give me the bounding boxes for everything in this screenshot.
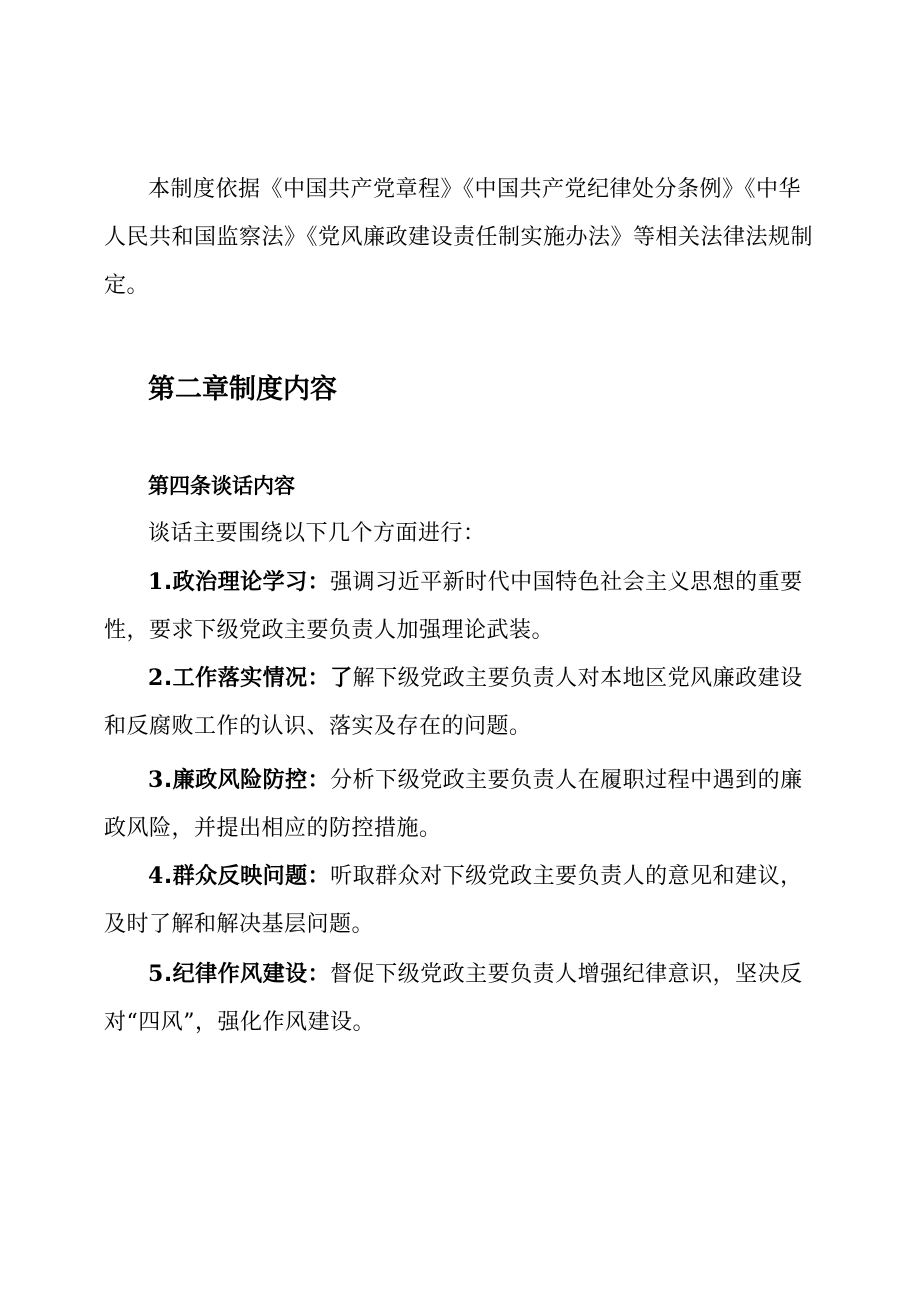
item-number: 5 [148,961,164,987]
item-heading: .纪律作风建设： [163,962,331,987]
basis-paragraph: 本制度依据《中国共产党章程》《中国共产党纪律处分条例》《中华人民共和国监察法》《党风廉政建设责任制实施办法》等相关法律法规制定。 [104,177,814,298]
list-item [104,852,816,949]
article-intro: 谈话主要围绕以下几个方面进行： [148,521,486,546]
item-text: 分析下级党政主要负责人在履职过程中遇到的廉政风险，并提出相应的防控措施。 [104,768,803,841]
item-text: 强调习近平新时代中国特色社会主义思想的重要性，要求下级党政主要负责人加强理论武装。 [104,570,803,643]
list-item [104,558,816,655]
item-heading: .群众反映问题： [163,864,331,889]
list-item [104,756,816,853]
item-number: 1 [148,569,164,595]
list-item [104,950,816,1047]
item-number: 3 [148,767,164,793]
chapter-title: 第二章制度内容 [148,374,337,405]
item-heading: .廉政风险防控： [163,768,331,793]
item-text: 解下级党政主要负责人对本地区党风廉政建设和反腐败工作的认识、落实及存在的问题。 [104,666,803,739]
article-title: 第四条谈话内容 [148,474,295,498]
item-text: 督促下级党政主要负责人增强纪律意识，坚决反对“四风”，强化作风建设。 [104,962,803,1035]
item-number: 2 [148,665,164,691]
item-number: 4 [148,863,164,889]
list-item [104,654,816,751]
item-heading: .工作落实情况：了 [163,666,353,691]
item-heading: .政治理论学习： [163,570,331,595]
item-text: 听取群众对下级党政主要负责人的意见和建议，及时了解和解决基层问题。 [104,864,803,937]
